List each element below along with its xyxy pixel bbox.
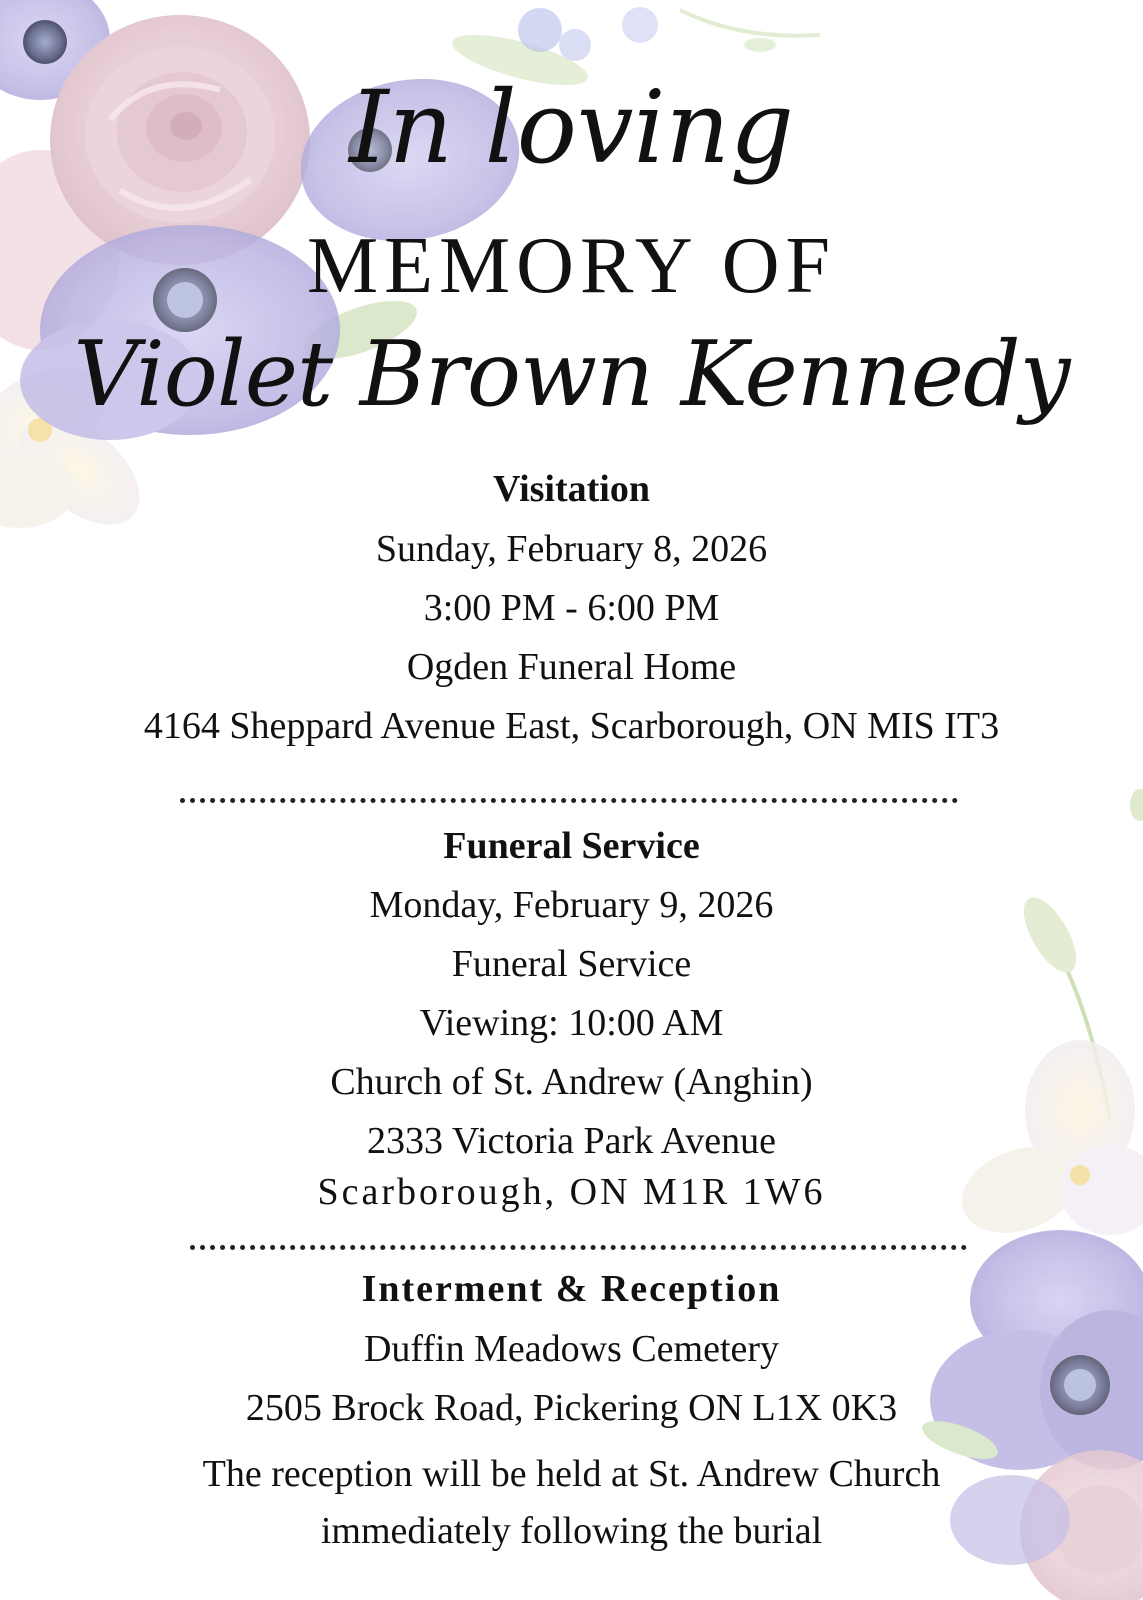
funeral-address-street: 2333 Victoria Park Avenue xyxy=(367,1120,776,1162)
interment-venue: Duffin Meadows Cemetery xyxy=(363,1328,780,1370)
deceased-name: Violet Brown Kennedy xyxy=(73,322,1070,427)
heading-memory-of: MEMORY OF xyxy=(307,222,836,310)
visitation-time: 3:00 PM - 6:00 PM xyxy=(423,587,720,629)
funeral-date: Monday, February 9, 2026 xyxy=(369,884,774,926)
dotted-divider xyxy=(190,1245,967,1250)
visitation-date: Sunday, February 8, 2026 xyxy=(375,528,768,570)
visitation-address: 4164 Sheppard Avenue East, Scarborough, ON MIS IT3 xyxy=(143,705,1000,747)
reception-note-line1: The reception will be held at St. Andrew Church xyxy=(202,1453,941,1495)
heading-in-loving: In loving xyxy=(349,69,794,186)
interment-title: Interment & Reception xyxy=(361,1268,782,1310)
dotted-divider xyxy=(180,798,958,803)
visitation-title: Visitation xyxy=(493,468,650,510)
funeral-venue: Church of St. Andrew (Anghin) xyxy=(330,1061,813,1103)
reception-note-line2: immediately following the burial xyxy=(320,1510,823,1552)
funeral-title: Funeral Service xyxy=(443,825,700,867)
funeral-viewing-time: Viewing: 10:00 AM xyxy=(419,1002,724,1044)
funeral-label: Funeral Service xyxy=(451,943,692,985)
funeral-address-city: Scarborough, ON M1R 1W6 xyxy=(317,1171,826,1213)
interment-address: 2505 Brock Road, Pickering ON L1X 0K3 xyxy=(245,1387,898,1429)
visitation-venue: Ogden Funeral Home xyxy=(406,646,737,688)
